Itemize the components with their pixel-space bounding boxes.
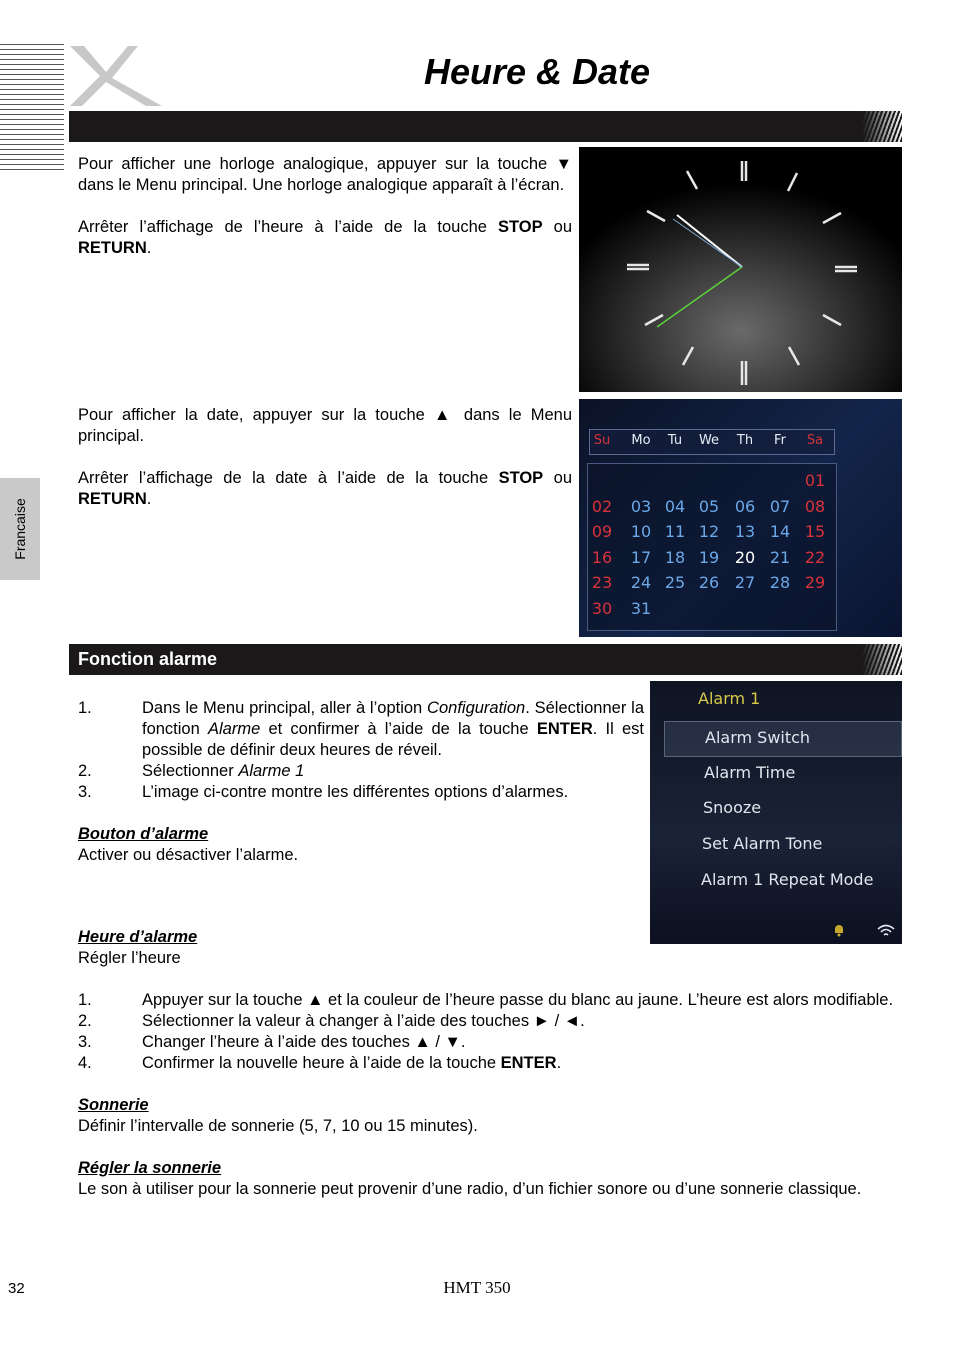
calendar-day: 04 (664, 496, 686, 516)
calendar-day: 07 (769, 496, 791, 516)
calendar-weekday: Mo (631, 433, 651, 448)
calendar-day: 05 (698, 496, 720, 516)
calendar-day: 01 (804, 471, 826, 490)
date-para2: Arrêter l’affichage de la date à l’aide de la touche STOP ou RETURN. (78, 469, 572, 508)
calendar-day: 17 (630, 547, 652, 567)
bouton-alarme-text: Activer ou désactiver l’alarme. (78, 846, 299, 864)
page-number: 32 (8, 1280, 25, 1297)
calendar-day: 27 (734, 573, 756, 592)
brand-logo-icon (66, 40, 166, 110)
calendar-day: 10 (630, 522, 652, 541)
heure-alarme-block (78, 927, 894, 1200)
heure-alarme-heading: Heure d’alarme (78, 928, 198, 946)
calendar-day: 11 (664, 522, 686, 541)
calendar-day: 14 (769, 522, 791, 541)
sonnerie-heading: Sonnerie (78, 1096, 149, 1114)
alarm-menu-screenshot (650, 681, 902, 944)
list-item: 3. Changer l’heure à l’aide des touches ▲ / ▼. (78, 1033, 466, 1051)
alarm-menu-item-time[interactable]: Alarm Time (704, 763, 796, 782)
alarm-menu-item-tone[interactable]: Set Alarm Tone (702, 834, 823, 853)
calendar-day: 08 (804, 496, 826, 516)
bar-hatch (862, 644, 902, 675)
calendar-day: 06 (734, 496, 756, 516)
calendar-day: 29 (804, 573, 826, 592)
calendar-day: 02 (591, 496, 613, 516)
calendar-day: 09 (591, 522, 613, 541)
calendar-day: 22 (804, 547, 826, 567)
calendar-day: 13 (734, 522, 756, 541)
alarm-steps (78, 698, 644, 866)
calendar-day: 12 (698, 522, 720, 541)
calendar-weekday: Sa (806, 433, 824, 448)
calendar-day: 21 (769, 547, 791, 567)
calendar-day: 23 (591, 573, 613, 592)
date-instructions (78, 405, 572, 510)
list-item: 4. Confirmer la nouvelle heure à l’aide de la touche ENTER. (78, 1054, 562, 1072)
heure-alarme-text: Régler l’heure (78, 949, 181, 967)
alarm-menu-item-repeat[interactable]: Alarm 1 Repeat Mode (701, 870, 874, 889)
calendar-day: 31 (630, 598, 652, 618)
calendar-day: 03 (630, 496, 652, 516)
clock-para2: Arrêter l’affichage de l’heure à l’aide de la touche STOP ou RETURN. (78, 218, 573, 257)
list-item: 3. L’image ci-contre montre les différentes options d’alarmes. (78, 783, 569, 801)
regler-sonnerie-text: Le son à utiliser pour la sonnerie peut provenir d’une radio, d’un fichier sonore ou d’une sonnerie classique. (78, 1180, 862, 1198)
calendar-day: 24 (630, 573, 652, 592)
page-title: Heure & Date (423, 51, 651, 92)
calendar-weekday: We (698, 433, 720, 448)
list-item: 2. Sélectionner Alarme 1 (78, 762, 305, 780)
date-para1: Pour afficher la date, appuyer sur la touche ▲ dans le Menu principal. (78, 406, 572, 445)
calendar-day: 30 (591, 598, 613, 618)
analog-clock-screenshot (579, 147, 902, 392)
calendar-day: 26 (698, 573, 720, 592)
list-item: 1. Appuyer sur la touche ▲ et la couleur de l’heure passe du blanc au jaune. L’heure est alors modifiable. (78, 991, 894, 1009)
bouton-alarme-heading: Bouton d’alarme (78, 825, 209, 843)
clock-para1: Pour afficher une horloge analogique, appuyer sur la touche ▼ dans le Menu principal. Une horloge analogique apparaît à l’écran. (78, 155, 572, 194)
list-item: 2. Sélectionner la valeur à changer à l’aide des touches ► / ◄. (78, 1012, 585, 1030)
alarm-menu-title: Alarm 1 (698, 689, 761, 708)
header-stripes (0, 44, 64, 170)
model-name: HMT 350 (443, 1278, 511, 1297)
list-item: 1. Dans le Menu principal, aller à l’option Configuration. Sélectionner la fonction Alarme et confirmer à l’aide de la touche ENTER. Il est possible de définir deux heures de réveil. (78, 699, 645, 759)
calendar-weekday: Su (593, 433, 611, 448)
language-tab-label: Francaise (12, 498, 28, 560)
calendar-day: 25 (664, 573, 686, 592)
calendar-day: 28 (769, 573, 791, 592)
alarm-menu-item-snooze[interactable]: Snooze (703, 798, 762, 817)
bar-hatch (862, 111, 902, 142)
calendar-day: 19 (698, 547, 720, 567)
alarm-section-bar (69, 644, 902, 675)
calendar-day: 20 (734, 547, 756, 567)
calendar-day: 15 (804, 522, 826, 541)
alarm-section-title: Fonction alarme (78, 649, 218, 669)
calendar-weekday: Tu (667, 433, 683, 448)
calendar-weekday: Fr (774, 433, 786, 448)
calendar-day: 16 (591, 547, 613, 567)
language-tab (0, 478, 40, 580)
calendar-weekday: Th (736, 433, 754, 448)
calendar-day: 18 (664, 547, 686, 567)
regler-sonnerie-heading: Régler la sonnerie (78, 1159, 222, 1177)
alarm-menu-item-switch[interactable]: Alarm Switch (705, 728, 811, 747)
sonnerie-text: Définir l’intervalle de sonnerie (5, 7, 10 ou 15 minutes). (78, 1117, 478, 1135)
calendar-screenshot (579, 399, 902, 637)
top-bar (69, 111, 902, 142)
clock-instructions (78, 154, 572, 259)
